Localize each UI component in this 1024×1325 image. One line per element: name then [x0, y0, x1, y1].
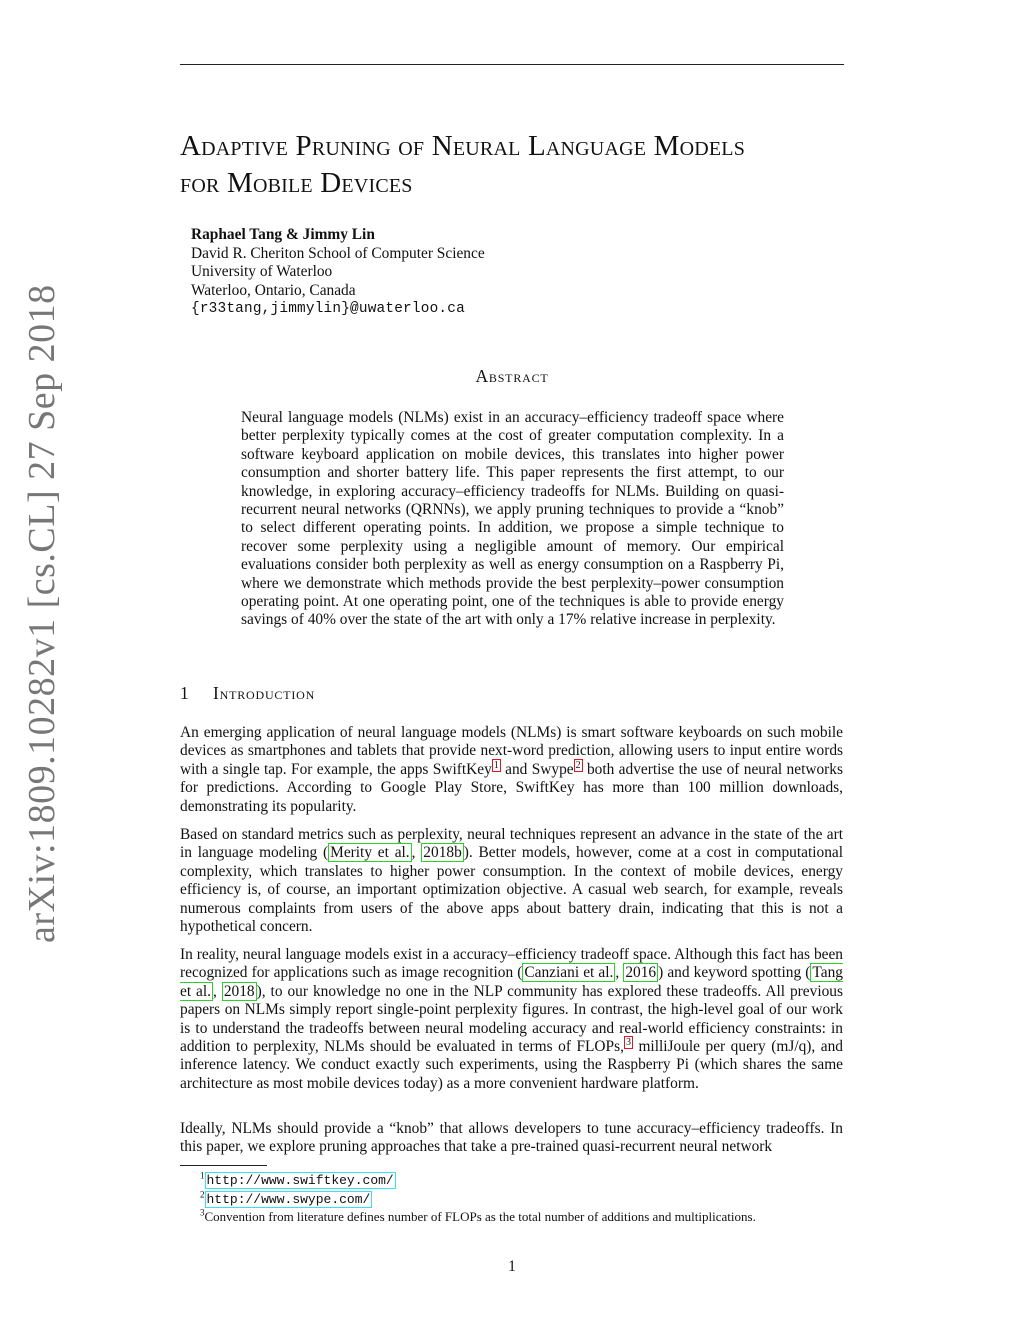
title-line-2: for Mobile Devices [180, 167, 413, 199]
footnote-2 [200, 1190, 860, 1209]
abstract-heading: Abstract [475, 366, 549, 386]
arxiv-identifier: arXiv:1809.10282v1 [cs.CL] 27 Sep 2018 [21, 284, 63, 943]
footnote-url-link[interactable]: http://www.swype.com/ [206, 1191, 371, 1207]
citation-link[interactable]: Merity et al. [330, 844, 410, 862]
author-names: Raphael Tang & Jimmy Lin [191, 226, 375, 243]
paper-title [180, 128, 860, 202]
intro-paragraph-1 [180, 724, 843, 816]
footnote-rule [180, 1165, 267, 1166]
intro-paragraph-4: Ideally, NLMs should provide a “knob” that allows developers to tune accuracy–efficiency tradeoffs. In this paper, we explore pruning approaches that take a pre-trained quasi-recurrent neural network [180, 1120, 843, 1156]
footnotes [200, 1171, 860, 1226]
author-email: {r33tang,jimmylin}@uwaterloo.ca [191, 301, 465, 318]
author-block [191, 226, 791, 319]
text-run: both advertise the use of neural networks for predictions. According to Google Play Store, SwiftKey has more than 100 million downloads, demonstrating its popularity. [180, 760, 843, 815]
abstract-text: Neural language models (NLMs) exist in an accuracy–efficiency tradeoff space where better perplexity typically comes at the cost of greater computation complexity. In a software keyboard application on mobile devices, this translates into higher power consumption and shorter battery life. This paper represents the first attempt, to our knowledge, in exploring accuracy–efficiency tradeoffs for NLMs. Building on quasi-recurrent neural networks (QRNNs), we apply pruning techniques to provide a “knob” to select different operating points. In addition, we propose a simple technique to recover some perplexity using a negligible amount of memory. Our empirical evaluations consider both perplexity as well as energy consumption on a Raspberry Pi, where we demonstrate which methods provide the best perplexity–power consumption operating point. At one operating point, one of the techniques is able to provide energy savings of 40% over the state of the art with only a 17% relative increase in perplexity. [241, 409, 784, 629]
page-number: 1 [508, 1258, 516, 1275]
section-heading-introduction [180, 683, 315, 704]
top-rule [180, 64, 844, 65]
text-run: , [411, 844, 422, 862]
text-run: An emerging application of neural language models (NLMs) is smart software keyboards on such mobile devices as smartphones and tablets that provide next-word prediction, allowing users to input entire words with a single tap. For example, the apps SwiftKey [180, 724, 843, 778]
footnote-text: Convention from literature defines number of FLOPs as the total number of additions and multiplications. [204, 1209, 756, 1224]
footnote-ref-3[interactable]: 3 [625, 1036, 631, 1048]
section-title: Introduction [213, 683, 316, 703]
text-run: ), to our knowledge no one in the NLP community has explored these tradeoffs. All previous papers on NLMs simply report single-point perplexity figures. In contrast, the high-level goal of our work is to understand the tradeoffs between neural modeling accuracy and real-world efficiency constraints: in addition to perplexity, NLMs should be evaluated in terms of FLOPs, [180, 982, 843, 1056]
footnote-mark: 3 [200, 1207, 205, 1218]
author-location: Waterloo, Ontario, Canada [191, 281, 356, 299]
citation-link[interactable]: 2016 [625, 964, 657, 982]
author-university: University of Waterloo [191, 263, 333, 281]
text-run: ). Better models, however, come at a cost in computational complexity, which translates to higher power consumption. In the context of mobile devices, energy efficiency is, of course, an important optimization objective. A casual web search, for example, reveals numerous complaints from users of the above apps about battery drain, indicating that this is not a hypothetical concern. [180, 844, 843, 936]
footnote-mark: 2 [200, 1189, 205, 1200]
title-line-1: Adaptive Pruning of Neural Language Models [180, 130, 746, 162]
text-run: milliJoule per query (mJ/q), and inference latency. We conduct exactly such experiments, using the Raspberry Pi (which shares the same architecture as most mobile devices today) as a more convenient hardware platform. [180, 1038, 843, 1092]
footnote-3 [200, 1208, 860, 1226]
footnote-url-link[interactable]: http://www.swiftkey.com/ [206, 1173, 394, 1188]
section-number: 1 [180, 683, 190, 703]
citation-link[interactable]: Tang et al. [180, 964, 843, 1000]
text-run: and Swype [500, 760, 574, 778]
author-department: David R. Cheriton School of Computer Science [191, 244, 485, 262]
text-run: , [615, 964, 624, 982]
footnote-ref-1[interactable]: 1 [493, 759, 499, 771]
footnote-mark: 1 [200, 1170, 205, 1181]
citation-link[interactable]: Canziani et al. [524, 964, 614, 982]
text-run: , [213, 982, 222, 1000]
footnote-1 [200, 1171, 860, 1190]
text-run: In reality, neural language models exist in a accuracy–efficiency tradeoff space. Although this fact has been recognized for applications such as image recognition ( [180, 946, 843, 982]
intro-paragraph-3 [180, 946, 843, 1093]
citation-link[interactable]: 2018b [423, 844, 462, 862]
intro-paragraph-2 [180, 826, 843, 936]
text-run: ) and keyword spotting ( [658, 964, 811, 982]
footnote-ref-2[interactable]: 2 [575, 759, 581, 771]
citation-link[interactable]: 2018 [223, 982, 255, 1000]
text-run: Based on standard metrics such as perplexity, neural techniques represent an advance in the state of the art in language modeling ( [180, 826, 843, 862]
